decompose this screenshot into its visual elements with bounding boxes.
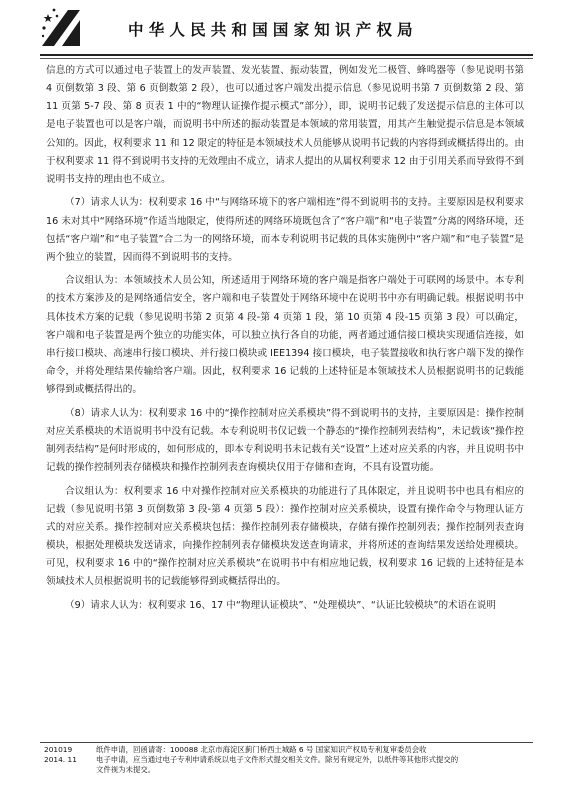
footer-row xyxy=(44,745,534,755)
footer-row xyxy=(44,765,534,775)
form-code: 201019 xyxy=(44,745,73,754)
footer-row xyxy=(44,755,534,765)
paragraph xyxy=(46,272,524,399)
paragraph xyxy=(46,194,524,267)
text-line: 息是本领域公知的。因此，权利要求 11 和 12 限定的特征是本领域技术人员能够从说明书记载的内容得到或 xyxy=(46,119,525,149)
text-line: 载的上述特征是本领域技术人员根据说明书的记载能够得到或概括得出的。 xyxy=(46,558,525,588)
text-line: 体可以是电子装置也可以是客户端，而说明书中所述的振动装置是本领域的常用装置，用其产生触觉提示信 xyxy=(46,101,524,131)
text-line: 中“客户端”和“电子装置”是两个独立的装置，因而得不到说明书的支持。 xyxy=(46,233,524,263)
text-line: （9）请求人认为：权利要求 16、17 中“物理认证模块”、“处理模块”、“认证比较模块”的术语在说明 xyxy=(65,599,497,611)
footer-text: 文件视为未提交。 xyxy=(96,765,156,774)
text-line: 概括得出的。由于权利要求 11 得不到说明书支持的无效理由不成立，请求人提出的从属权利要求 12 由于引 xyxy=(46,137,524,167)
text-line: 合议组认为：本领域技术人员公知，所述适用于网络环境的客户端是指客户端处于可联网的场景中。本 xyxy=(65,275,505,287)
header-rule-thin xyxy=(40,58,533,59)
text-line: 以确定，客户端和电子装置是两个独立的功能实体，可以独立执行各自的功能，两者通过通信接口模块实现 xyxy=(46,311,524,341)
footer-text: 纸件申请，回函请寄：100088 北京市海淀区蓟门桥西土城路 6 号 国家知识产权局专利复审委员会收 xyxy=(96,745,427,754)
text-line: 置功能。 xyxy=(400,462,440,474)
text-line: 的内容，并且说明书中记载的操作控制列表存储模块和操作控制列表查询模块仅用于存储和查询，不具有设 xyxy=(46,444,524,474)
footer-text: 电子申请，应当通过电子专利申请系统以电子文件形式提交相关文件。除另有规定外，以纸件等其他形式提交的 xyxy=(96,755,459,764)
text-line: 书第 4 页倒数第 3 段、第 6 页倒数第 2 段），也可以通过客户端发出提示信息（参见说明书第 7 页倒数第 2 段、 xyxy=(46,65,525,95)
text-line: 信息的方式可以通过电子装置上的发声装置、发光装置、振动装置，例如发光二极管、蜂鸣器等（参见说明 xyxy=(46,65,505,76)
text-line: 载该“操作控制列表结构”是何时形成的，如何形成的，即本专利说明书未记载有关“设置”上述对应关系 xyxy=(46,425,524,456)
organization-name: 中华人民共和国国家知识产权局 xyxy=(128,21,418,39)
text-line: 用关系而导致得不到说明书支持的理由也不成立。 xyxy=(46,155,524,185)
cnipa-logo-icon xyxy=(40,6,84,50)
text-line: 作控制对应关系模块的术语说明书中没有记载。本专利说明书仅记载一个静态的“操作控制列表结构”，未记 xyxy=(46,407,524,437)
text-line: 说明书中具体技术方案的记载（参见说明书第 2 页第 4 段-第 4 页第 1 段，第 10 页第 4 段-15 页第 3 段）可 xyxy=(46,293,525,323)
form-code xyxy=(44,765,96,775)
form-code: 2014. 11 xyxy=(44,755,77,764)
page-footer xyxy=(44,745,534,775)
document-body xyxy=(46,62,524,615)
text-line: 证方式的对应关系。操作控制对应关系模块包括：操作控制列表存储模块，存储有操作控制列表；操作控制 xyxy=(46,503,524,533)
paragraph xyxy=(46,597,524,615)
text-line: 给处理模块。可见，权利要求 16 中的“操作控制对应关系模块”在说明书中有相应地记载，权利要求 16 记 xyxy=(46,540,525,570)
text-line: 的记载（参见说明书第 3 页倒数第 3 段-第 4 页第 5 段）：操作控制对应关系模块，设置有操作命令与物理认 xyxy=(46,485,524,515)
paragraph xyxy=(46,483,524,592)
text-line: 根据说明书的记载能够得到或概括得出的。 xyxy=(46,366,524,396)
paragraph xyxy=(46,62,524,189)
text-line: （8）请求人认为：权利要求 16 中的“操作控制对应关系模块”得不到说明书的支持，主要原因是：操 xyxy=(65,407,496,419)
text-line: 通信连接，如串行接口模块、高速串行接口模块、并行接口模块或 IEE1394 接口模块，电子装置接收和执行 xyxy=(46,329,525,359)
text-line: 合议组认为：权利要求 16 中对操作控制对应关系模块的功能进行了具体限定，并且说明书中也具有相应 xyxy=(65,485,515,497)
paragraph xyxy=(46,405,524,478)
text-line: 列表查询模块，根据处理模块发送请求，向操作控制列表存储模块发送查询请求，并将所述的查询结果发送 xyxy=(46,521,525,552)
page-header xyxy=(0,0,565,56)
footer-rule xyxy=(40,742,533,743)
text-line: （7）请求人认为：权利要求 16 中“与网络环境下的客户端相连”得不到说明书的支持。主要原因是权 xyxy=(65,197,496,209)
text-line: 利要求 16 未对其中“网络环境”作适当地限定，使得所述的网络环境既包含了“客户端”和“电子装置”分 xyxy=(46,197,524,227)
header-rule-thick xyxy=(40,54,533,56)
text-line: 第 11 页第 5-7 段、第 8 页表 1 中的“物理认证操作提示模式”部分），即，说明书记载了发送提示信息的主 xyxy=(46,83,524,113)
text-line: 专利的技术方案涉及的是网络通信安全，客户端和电子装置处于网络环境中在说明书中亦有明确记载。根据 xyxy=(46,275,525,305)
text-line: 离的网络环境，还包括“客户端”和“电子装置”合二为一的网络环境，而本专利说明书记载的具体实施例 xyxy=(46,215,525,245)
text-line: 客户端下发的操作命令，并将处理结果传输给客户端。因此，权利要求 16 记载的上述特征是本领域技术人员 xyxy=(46,347,524,378)
